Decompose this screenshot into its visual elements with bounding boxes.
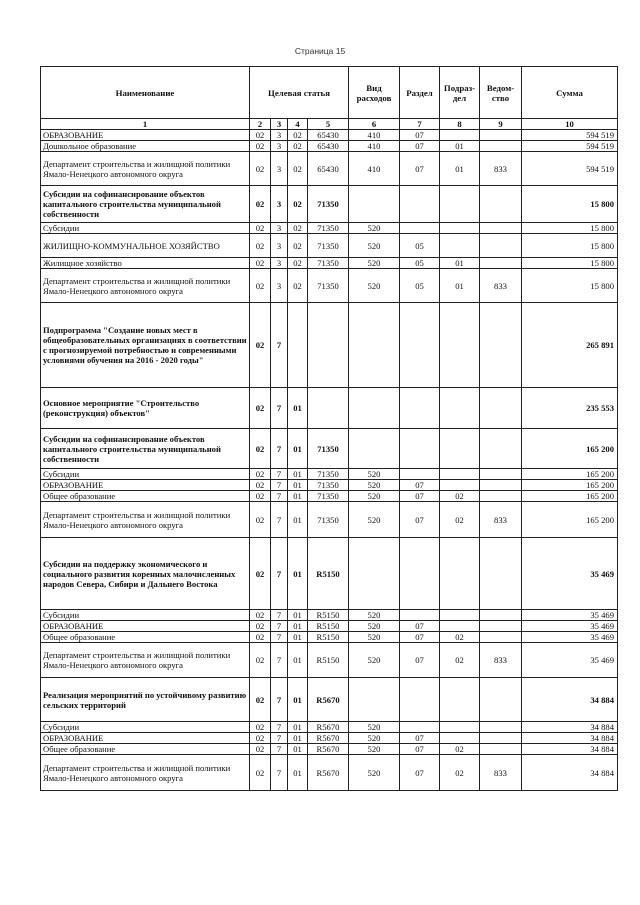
sum-value: 165 200 bbox=[522, 429, 618, 469]
target-code-subprogram: 7 bbox=[271, 502, 288, 538]
target-code-subprogram: 7 bbox=[271, 678, 288, 722]
department-code bbox=[480, 258, 522, 269]
target-code-direction: 65430 bbox=[308, 152, 349, 186]
target-code-subprogram: 3 bbox=[271, 269, 288, 303]
sum-value: 165 200 bbox=[522, 469, 618, 480]
subsection-code: 02 bbox=[440, 502, 480, 538]
sum-value: 165 200 bbox=[522, 491, 618, 502]
sum-value: 34 884 bbox=[522, 678, 618, 722]
sum-value: 15 800 bbox=[522, 186, 618, 223]
expense-type-code: 520 bbox=[349, 258, 400, 269]
header-expense-type: Вид расходов bbox=[349, 67, 400, 119]
target-code-direction: 71350 bbox=[308, 480, 349, 491]
table-row bbox=[41, 610, 618, 621]
section-code bbox=[400, 429, 440, 469]
target-code-event: 01 bbox=[288, 491, 308, 502]
target-code-program: 02 bbox=[250, 130, 271, 141]
row-name: Субсидии bbox=[41, 610, 250, 621]
row-name: Субсидии на софинансирование объектов капитального строительства муниципальной собственности bbox=[41, 429, 250, 469]
target-code-subprogram: 3 bbox=[271, 130, 288, 141]
subsection-code: 02 bbox=[440, 755, 480, 791]
department-code bbox=[480, 303, 522, 388]
sum-value: 165 200 bbox=[522, 480, 618, 491]
target-code-event: 02 bbox=[288, 223, 308, 234]
subsection-code: 01 bbox=[440, 258, 480, 269]
section-code bbox=[400, 388, 440, 429]
target-code-event: 02 bbox=[288, 130, 308, 141]
expense-type-code: 520 bbox=[349, 502, 400, 538]
department-code bbox=[480, 388, 522, 429]
target-code-event: 01 bbox=[288, 429, 308, 469]
subsection-code bbox=[440, 130, 480, 141]
department-code bbox=[480, 141, 522, 152]
expense-type-code: 520 bbox=[349, 610, 400, 621]
section-code: 07 bbox=[400, 755, 440, 791]
table-row bbox=[41, 130, 618, 141]
target-code-subprogram: 7 bbox=[271, 744, 288, 755]
sum-value: 35 469 bbox=[522, 621, 618, 632]
target-code-subprogram: 3 bbox=[271, 258, 288, 269]
subsection-code bbox=[440, 610, 480, 621]
expense-type-code: 520 bbox=[349, 755, 400, 791]
target-code-direction: 71350 bbox=[308, 234, 349, 258]
expense-type-code bbox=[349, 538, 400, 610]
row-name: Общее образование bbox=[41, 491, 250, 502]
target-code-event: 01 bbox=[288, 469, 308, 480]
table-row bbox=[41, 733, 618, 744]
subsection-code bbox=[440, 388, 480, 429]
expense-type-code: 520 bbox=[349, 733, 400, 744]
target-code-subprogram: 7 bbox=[271, 538, 288, 610]
target-code-event bbox=[288, 303, 308, 388]
department-code bbox=[480, 733, 522, 744]
target-code-event: 01 bbox=[288, 632, 308, 643]
subsection-code bbox=[440, 234, 480, 258]
row-name: Дошкольное образование bbox=[41, 141, 250, 152]
expense-type-code: 410 bbox=[349, 141, 400, 152]
department-code bbox=[480, 223, 522, 234]
target-code-program: 02 bbox=[250, 491, 271, 502]
section-code: 07 bbox=[400, 491, 440, 502]
budget-table bbox=[40, 66, 618, 791]
sum-value: 165 200 bbox=[522, 502, 618, 538]
table-row bbox=[41, 469, 618, 480]
column-number: 7 bbox=[400, 119, 440, 130]
header-row bbox=[41, 67, 618, 119]
table-row bbox=[41, 538, 618, 610]
subsection-code bbox=[440, 480, 480, 491]
subsection-code bbox=[440, 469, 480, 480]
target-code-event: 01 bbox=[288, 621, 308, 632]
subsection-code bbox=[440, 223, 480, 234]
expense-type-code: 410 bbox=[349, 152, 400, 186]
row-name: Департамент строительства и жилищной политики Ямало-Ненецкого автономного округа bbox=[41, 643, 250, 678]
sum-value: 15 800 bbox=[522, 258, 618, 269]
subsection-code: 02 bbox=[440, 643, 480, 678]
column-number-row bbox=[41, 119, 618, 130]
sum-value: 35 469 bbox=[522, 538, 618, 610]
department-code: 833 bbox=[480, 269, 522, 303]
row-name: ОБРАЗОВАНИЕ bbox=[41, 733, 250, 744]
sum-value: 34 884 bbox=[522, 733, 618, 744]
target-code-subprogram: 3 bbox=[271, 223, 288, 234]
column-number: 10 bbox=[522, 119, 618, 130]
expense-type-code: 410 bbox=[349, 130, 400, 141]
section-code bbox=[400, 469, 440, 480]
target-code-direction: R5150 bbox=[308, 632, 349, 643]
target-code-event: 02 bbox=[288, 152, 308, 186]
target-code-direction bbox=[308, 303, 349, 388]
department-code bbox=[480, 491, 522, 502]
expense-type-code: 520 bbox=[349, 469, 400, 480]
expense-type-code: 520 bbox=[349, 491, 400, 502]
row-name: ЖИЛИЩНО-КОММУНАЛЬНОЕ ХОЗЯЙСТВО bbox=[41, 234, 250, 258]
table-row bbox=[41, 258, 618, 269]
department-code bbox=[480, 621, 522, 632]
target-code-event: 01 bbox=[288, 744, 308, 755]
target-code-direction: 71350 bbox=[308, 469, 349, 480]
target-code-event: 01 bbox=[288, 722, 308, 733]
target-code-subprogram: 3 bbox=[271, 186, 288, 223]
target-code-program: 02 bbox=[250, 303, 271, 388]
target-code-subprogram: 7 bbox=[271, 480, 288, 491]
target-code-direction: 65430 bbox=[308, 130, 349, 141]
sum-value: 235 553 bbox=[522, 388, 618, 429]
target-code-program: 02 bbox=[250, 258, 271, 269]
row-name: ОБРАЗОВАНИЕ bbox=[41, 621, 250, 632]
subsection-code: 01 bbox=[440, 141, 480, 152]
target-code-program: 02 bbox=[250, 186, 271, 223]
target-code-subprogram: 7 bbox=[271, 621, 288, 632]
subsection-code bbox=[440, 186, 480, 223]
table-row bbox=[41, 141, 618, 152]
section-code: 07 bbox=[400, 744, 440, 755]
target-code-event: 01 bbox=[288, 643, 308, 678]
target-code-program: 02 bbox=[250, 643, 271, 678]
department-code bbox=[480, 234, 522, 258]
section-code: 07 bbox=[400, 733, 440, 744]
section-code bbox=[400, 678, 440, 722]
column-number: 8 bbox=[440, 119, 480, 130]
section-code: 05 bbox=[400, 258, 440, 269]
target-code-subprogram: 7 bbox=[271, 491, 288, 502]
expense-type-code bbox=[349, 186, 400, 223]
subsection-code bbox=[440, 722, 480, 733]
sum-value: 35 469 bbox=[522, 610, 618, 621]
department-code bbox=[480, 186, 522, 223]
table-row bbox=[41, 152, 618, 186]
department-code bbox=[480, 130, 522, 141]
sum-value: 34 884 bbox=[522, 722, 618, 733]
target-code-program: 02 bbox=[250, 152, 271, 186]
row-name: Реализация мероприятий по устойчивому развитию сельских территорий bbox=[41, 678, 250, 722]
target-code-direction: 71350 bbox=[308, 186, 349, 223]
target-code-program: 02 bbox=[250, 610, 271, 621]
target-code-event: 02 bbox=[288, 186, 308, 223]
department-code bbox=[480, 632, 522, 643]
target-code-event: 01 bbox=[288, 502, 308, 538]
expense-type-code: 520 bbox=[349, 234, 400, 258]
target-code-event: 01 bbox=[288, 755, 308, 791]
department-code bbox=[480, 678, 522, 722]
target-code-direction: 71350 bbox=[308, 269, 349, 303]
target-code-program: 02 bbox=[250, 480, 271, 491]
table-row bbox=[41, 303, 618, 388]
target-code-direction: R5150 bbox=[308, 643, 349, 678]
expense-type-code bbox=[349, 388, 400, 429]
header-section: Раздел bbox=[400, 67, 440, 119]
target-code-subprogram: 7 bbox=[271, 755, 288, 791]
sum-value: 15 800 bbox=[522, 269, 618, 303]
table-row bbox=[41, 621, 618, 632]
target-code-program: 02 bbox=[250, 538, 271, 610]
expense-type-code: 520 bbox=[349, 632, 400, 643]
table-row bbox=[41, 643, 618, 678]
table-row bbox=[41, 388, 618, 429]
target-code-program: 02 bbox=[250, 469, 271, 480]
target-code-program: 02 bbox=[250, 429, 271, 469]
section-code bbox=[400, 538, 440, 610]
sum-value: 35 469 bbox=[522, 643, 618, 678]
section-code: 07 bbox=[400, 480, 440, 491]
target-code-direction: R5670 bbox=[308, 722, 349, 733]
subsection-code: 02 bbox=[440, 744, 480, 755]
section-code bbox=[400, 722, 440, 733]
expense-type-code: 520 bbox=[349, 621, 400, 632]
target-code-direction: R5150 bbox=[308, 538, 349, 610]
subsection-code bbox=[440, 733, 480, 744]
target-code-direction: R5670 bbox=[308, 744, 349, 755]
row-name: Жилищное хозяйство bbox=[41, 258, 250, 269]
target-code-direction: R5150 bbox=[308, 621, 349, 632]
subsection-code bbox=[440, 538, 480, 610]
target-code-event: 02 bbox=[288, 258, 308, 269]
target-code-event: 02 bbox=[288, 141, 308, 152]
table-row bbox=[41, 186, 618, 223]
subsection-code: 01 bbox=[440, 152, 480, 186]
section-code: 07 bbox=[400, 502, 440, 538]
section-code: 05 bbox=[400, 234, 440, 258]
target-code-direction bbox=[308, 388, 349, 429]
target-code-direction: 71350 bbox=[308, 429, 349, 469]
section-code: 07 bbox=[400, 152, 440, 186]
column-number: 6 bbox=[349, 119, 400, 130]
target-code-subprogram: 7 bbox=[271, 429, 288, 469]
target-code-program: 02 bbox=[250, 141, 271, 152]
target-code-subprogram: 7 bbox=[271, 643, 288, 678]
subsection-code bbox=[440, 429, 480, 469]
header-sum: Сумма bbox=[522, 67, 618, 119]
target-code-direction: R5670 bbox=[308, 678, 349, 722]
row-name: Подпрограмма "Создание новых мест в общеобразовательных организациях в соответствии с прогнозируемой потребностью и современными условиями обучения на 2016 - 2020 годы" bbox=[41, 303, 250, 388]
row-name: Общее образование bbox=[41, 632, 250, 643]
department-code bbox=[480, 469, 522, 480]
header-department: Ведом-ство bbox=[480, 67, 522, 119]
target-code-program: 02 bbox=[250, 733, 271, 744]
target-code-subprogram: 7 bbox=[271, 469, 288, 480]
table-row bbox=[41, 632, 618, 643]
subsection-code bbox=[440, 303, 480, 388]
sum-value: 15 800 bbox=[522, 234, 618, 258]
target-code-event: 01 bbox=[288, 538, 308, 610]
target-code-event: 02 bbox=[288, 234, 308, 258]
row-name: ОБРАЗОВАНИЕ bbox=[41, 480, 250, 491]
table-row bbox=[41, 480, 618, 491]
target-code-event: 02 bbox=[288, 269, 308, 303]
table-row bbox=[41, 744, 618, 755]
target-code-event: 01 bbox=[288, 610, 308, 621]
section-code bbox=[400, 186, 440, 223]
department-code bbox=[480, 722, 522, 733]
column-number: 1 bbox=[41, 119, 250, 130]
target-code-subprogram: 3 bbox=[271, 234, 288, 258]
target-code-program: 02 bbox=[250, 755, 271, 791]
subsection-code: 02 bbox=[440, 491, 480, 502]
target-code-subprogram: 3 bbox=[271, 141, 288, 152]
expense-type-code: 520 bbox=[349, 744, 400, 755]
target-code-subprogram: 7 bbox=[271, 610, 288, 621]
subsection-code bbox=[440, 621, 480, 632]
department-code bbox=[480, 744, 522, 755]
row-name: Субсидии bbox=[41, 722, 250, 733]
section-code bbox=[400, 223, 440, 234]
expense-type-code bbox=[349, 429, 400, 469]
table-row bbox=[41, 429, 618, 469]
target-code-subprogram: 3 bbox=[271, 152, 288, 186]
row-name: Общее образование bbox=[41, 744, 250, 755]
department-code bbox=[480, 538, 522, 610]
target-code-program: 02 bbox=[250, 621, 271, 632]
sum-value: 34 884 bbox=[522, 744, 618, 755]
subsection-code: 01 bbox=[440, 269, 480, 303]
sum-value: 34 884 bbox=[522, 755, 618, 791]
sum-value: 35 469 bbox=[522, 632, 618, 643]
expense-type-code: 520 bbox=[349, 480, 400, 491]
expense-type-code: 520 bbox=[349, 223, 400, 234]
target-code-event: 01 bbox=[288, 480, 308, 491]
target-code-direction: R5670 bbox=[308, 733, 349, 744]
table-row bbox=[41, 269, 618, 303]
expense-type-code: 520 bbox=[349, 269, 400, 303]
sum-value: 265 891 bbox=[522, 303, 618, 388]
target-code-program: 02 bbox=[250, 388, 271, 429]
target-code-program: 02 bbox=[250, 234, 271, 258]
target-code-program: 02 bbox=[250, 223, 271, 234]
table-row bbox=[41, 678, 618, 722]
target-code-direction: 71350 bbox=[308, 491, 349, 502]
target-code-subprogram: 7 bbox=[271, 733, 288, 744]
target-code-program: 02 bbox=[250, 269, 271, 303]
department-code bbox=[480, 610, 522, 621]
column-number: 4 bbox=[288, 119, 308, 130]
target-code-subprogram: 7 bbox=[271, 632, 288, 643]
column-number: 2 bbox=[250, 119, 271, 130]
row-name: ОБРАЗОВАНИЕ bbox=[41, 130, 250, 141]
row-name: Департамент строительства и жилищной политики Ямало-Ненецкого автономного округа bbox=[41, 269, 250, 303]
column-number: 3 bbox=[271, 119, 288, 130]
subsection-code: 02 bbox=[440, 632, 480, 643]
row-name: Департамент строительства и жилищной политики Ямало-Ненецкого автономного округа bbox=[41, 502, 250, 538]
target-code-event: 01 bbox=[288, 733, 308, 744]
expense-type-code: 520 bbox=[349, 643, 400, 678]
section-code: 07 bbox=[400, 141, 440, 152]
row-name: Департамент строительства и жилищной политики Ямало-Ненецкого автономного округа bbox=[41, 152, 250, 186]
target-code-program: 02 bbox=[250, 632, 271, 643]
table-row bbox=[41, 755, 618, 791]
table-row bbox=[41, 502, 618, 538]
target-code-program: 02 bbox=[250, 722, 271, 733]
row-name: Субсидии bbox=[41, 223, 250, 234]
row-name: Субсидии на поддержку экономического и социального развития коренных малочисленных народов Севера, Сибири и Дальнего Востока bbox=[41, 538, 250, 610]
row-name: Субсидии на софинансирование объектов капитального строительства муниципальной собственности bbox=[41, 186, 250, 223]
target-code-program: 02 bbox=[250, 744, 271, 755]
target-code-program: 02 bbox=[250, 678, 271, 722]
target-code-program: 02 bbox=[250, 502, 271, 538]
department-code: 833 bbox=[480, 152, 522, 186]
sum-value: 594 519 bbox=[522, 130, 618, 141]
target-code-event: 01 bbox=[288, 388, 308, 429]
table-row bbox=[41, 234, 618, 258]
row-name: Субсидии bbox=[41, 469, 250, 480]
page-number-label: Страница 15 bbox=[294, 46, 346, 56]
section-code: 07 bbox=[400, 643, 440, 678]
target-code-direction: 71350 bbox=[308, 502, 349, 538]
section-code: 05 bbox=[400, 269, 440, 303]
department-code: 833 bbox=[480, 755, 522, 791]
target-code-direction: 71350 bbox=[308, 223, 349, 234]
section-code bbox=[400, 610, 440, 621]
target-code-direction: 65430 bbox=[308, 141, 349, 152]
table-row bbox=[41, 722, 618, 733]
expense-type-code bbox=[349, 303, 400, 388]
target-code-subprogram: 7 bbox=[271, 722, 288, 733]
header-name: Наименование bbox=[41, 67, 250, 119]
column-number: 9 bbox=[480, 119, 522, 130]
table-row bbox=[41, 223, 618, 234]
target-code-direction: R5670 bbox=[308, 755, 349, 791]
target-code-event: 01 bbox=[288, 678, 308, 722]
target-code-subprogram: 7 bbox=[271, 303, 288, 388]
table-row bbox=[41, 491, 618, 502]
department-code: 833 bbox=[480, 643, 522, 678]
department-code: 833 bbox=[480, 502, 522, 538]
section-code: 07 bbox=[400, 130, 440, 141]
department-code bbox=[480, 480, 522, 491]
section-code bbox=[400, 303, 440, 388]
header-target-article: Целевая статья bbox=[250, 67, 349, 119]
subsection-code bbox=[440, 678, 480, 722]
row-name: Департамент строительства и жилищной политики Ямало-Ненецкого автономного округа bbox=[41, 755, 250, 791]
target-code-direction: R5150 bbox=[308, 610, 349, 621]
column-number: 5 bbox=[308, 119, 349, 130]
row-name: Основное мероприятие "Строительство (реконструкция) объектов" bbox=[41, 388, 250, 429]
sum-value: 594 519 bbox=[522, 141, 618, 152]
section-code: 07 bbox=[400, 621, 440, 632]
sum-value: 594 519 bbox=[522, 152, 618, 186]
expense-type-code: 520 bbox=[349, 722, 400, 733]
department-code bbox=[480, 429, 522, 469]
sum-value: 15 800 bbox=[522, 223, 618, 234]
target-code-direction: 71350 bbox=[308, 258, 349, 269]
expense-type-code bbox=[349, 678, 400, 722]
header-subsection: Подраз-дел bbox=[440, 67, 480, 119]
target-code-subprogram: 7 bbox=[271, 388, 288, 429]
section-code: 07 bbox=[400, 632, 440, 643]
